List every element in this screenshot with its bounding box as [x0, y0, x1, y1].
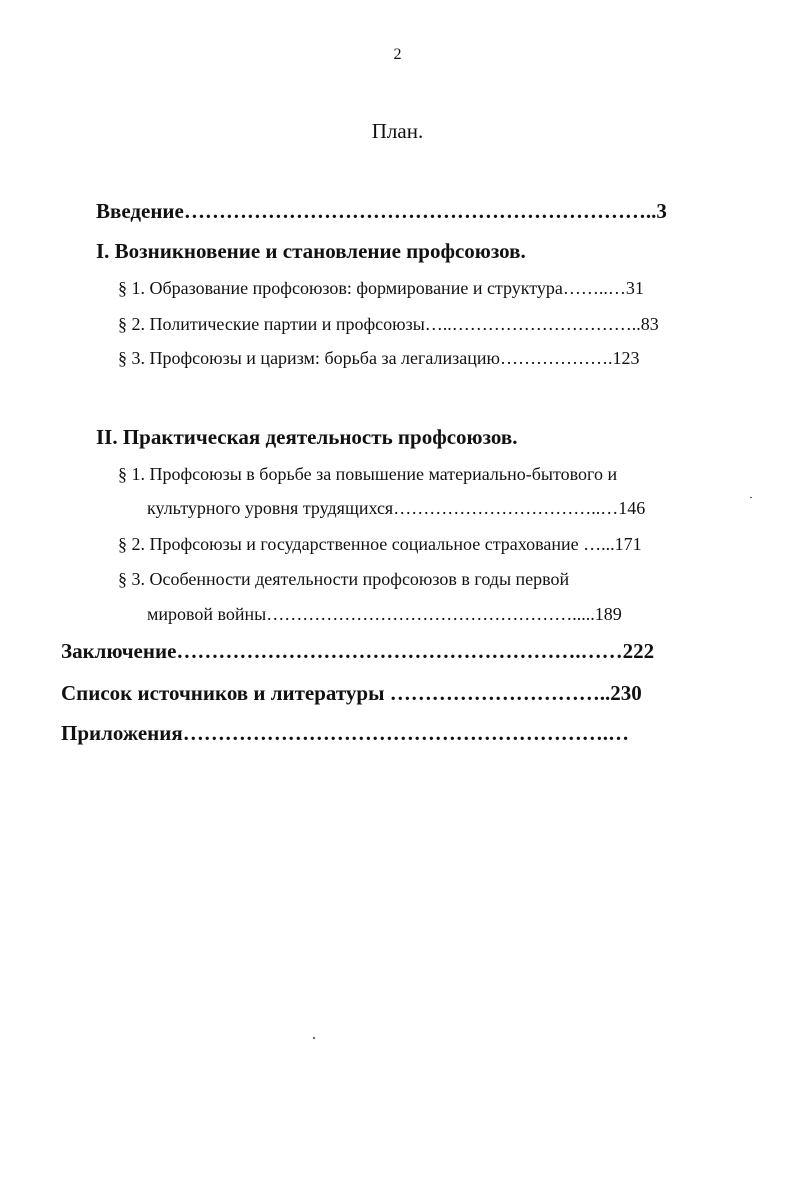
- toc-entry-sources: Список источников и литературы …………………………..230: [61, 681, 642, 705]
- page-title: План.: [371, 119, 424, 143]
- toc-entry-2-3-line-1: § 3. Особенности деятельности профсоюзов в годы первой: [118, 569, 570, 589]
- scan-speck: [750, 497, 752, 498]
- page-number: 2: [393, 46, 402, 63]
- toc-chapter-1-heading: I. Возникновение и становление профсоюзов.: [96, 239, 526, 263]
- toc-entry-2-1-line-2: культурного уровня трудящихся……………………………..…146: [147, 498, 646, 518]
- toc-entry-2-1-line-1: § 1. Профсоюзы в борьбе за повышение материально-бытового и: [118, 464, 618, 484]
- toc-entry-1-1: § 1. Образование профсоюзов: формирование и структура……..…31: [118, 278, 644, 298]
- scan-speck: [313, 1037, 316, 1040]
- toc-entry-2-2: § 2. Профсоюзы и государственное социальное страхование …...171: [118, 534, 642, 554]
- toc-entry-2-3-line-2: мировой войны…………………………………………….....189: [147, 604, 622, 624]
- toc-chapter-2-heading: II. Практическая деятельность профсоюзов.: [96, 425, 518, 449]
- toc-entry-introduction: Введение…………………………………………………………..3: [96, 199, 667, 223]
- toc-entry-appendix: Приложения…………………………………………………….…: [61, 721, 629, 745]
- toc-entry-conclusion: Заключение………………………………………………….……222: [61, 639, 655, 663]
- toc-entry-1-2: § 2. Политические партии и профсоюзы…..…………………………..83: [118, 314, 659, 334]
- toc-entry-1-3: § 3. Профсоюзы и царизм: борьба за легализацию……………….123: [118, 348, 640, 368]
